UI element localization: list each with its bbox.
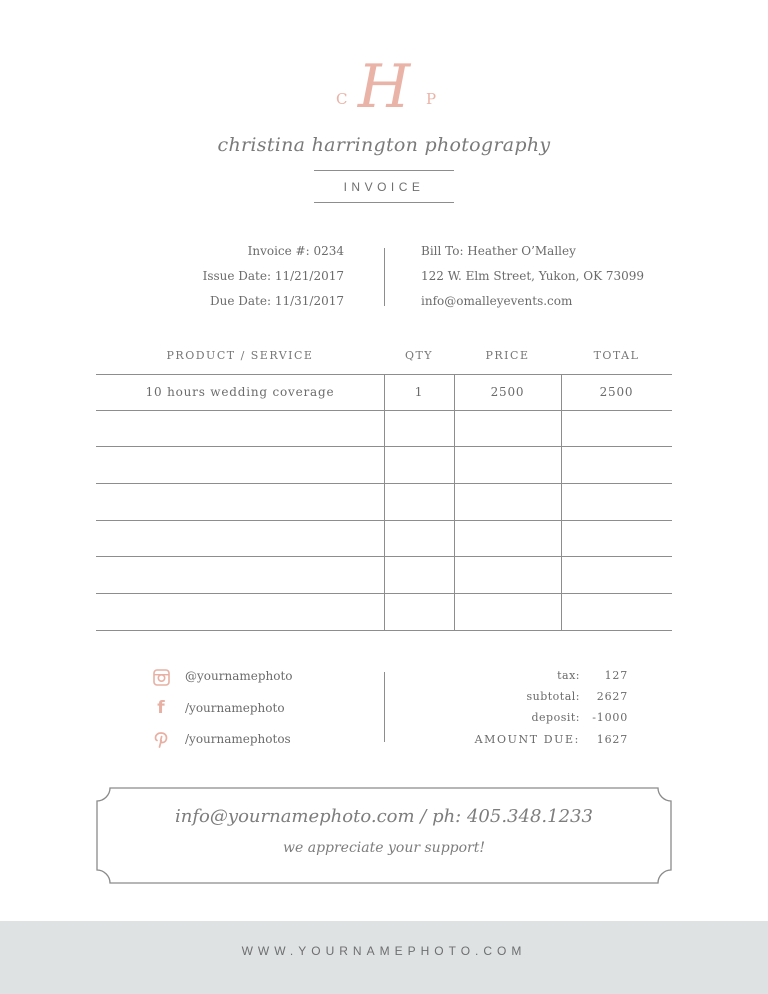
due-date: Due Date: 11/31/2017 xyxy=(210,294,344,308)
bill-to: Bill To: Heather O’Malley xyxy=(421,244,576,258)
line-items-table xyxy=(96,374,672,631)
header-product: PRODUCT / SERVICE xyxy=(166,349,314,362)
bill-address: 122 W. Elm Street, Yukon, OK 73099 xyxy=(421,269,645,283)
monogram-letter: H xyxy=(357,52,411,122)
pinterest-icon xyxy=(152,730,170,748)
brand-name: christina harrington photography xyxy=(217,134,551,156)
subtotal-label: subtotal: xyxy=(526,690,580,703)
instagram-icon xyxy=(152,668,170,686)
amount-due-value: 1627 xyxy=(596,733,628,746)
monogram-right-initial: P xyxy=(426,90,438,108)
tax-label: tax: xyxy=(557,669,580,682)
meta-divider xyxy=(384,248,385,306)
footer-contact[interactable]: info@yournamephoto.com / ph: 405.348.1233 xyxy=(175,806,593,827)
instagram-handle[interactable]: @yournamephoto xyxy=(185,669,293,683)
facebook-icon: f xyxy=(157,698,165,718)
document-title: INVOICE xyxy=(343,180,425,194)
issue-date: Issue Date: 11/21/2017 xyxy=(202,269,344,283)
header-qty: QTY xyxy=(404,349,434,362)
row-1-qty[interactable]: 1 xyxy=(414,385,424,399)
title-rule-top xyxy=(314,170,454,171)
table-column-line xyxy=(384,374,385,631)
facebook-handle[interactable]: /yournamephoto xyxy=(185,701,285,715)
table-column-line xyxy=(454,374,455,631)
header-price: PRICE xyxy=(485,349,530,362)
row-1-total[interactable]: 2500 xyxy=(599,385,634,399)
tax-value: 127 xyxy=(604,669,628,682)
invoice-number: Invoice #: 0234 xyxy=(247,244,344,258)
footer-frame xyxy=(96,787,672,884)
pinterest-handle[interactable]: /yournamephotos xyxy=(185,732,291,746)
subtotal-value: 2627 xyxy=(596,690,628,703)
bottom-divider xyxy=(384,672,385,742)
monogram-left-initial: C xyxy=(336,90,349,108)
deposit-label: deposit: xyxy=(531,711,580,724)
row-1-price[interactable]: 2500 xyxy=(490,385,525,399)
website-link[interactable]: WWW.YOURNAMEPHOTO.COM xyxy=(241,944,527,958)
header-total: TOTAL xyxy=(593,349,640,362)
bill-email[interactable]: info@omalleyevents.com xyxy=(421,294,573,308)
amount-due-label: AMOUNT DUE: xyxy=(474,733,580,746)
title-rule-bottom xyxy=(314,202,454,203)
deposit-value: -1000 xyxy=(592,711,628,724)
table-column-line xyxy=(561,374,562,631)
row-1-product[interactable]: 10 hours wedding coverage xyxy=(145,385,335,399)
footer-thanks: we appreciate your support! xyxy=(283,840,485,856)
